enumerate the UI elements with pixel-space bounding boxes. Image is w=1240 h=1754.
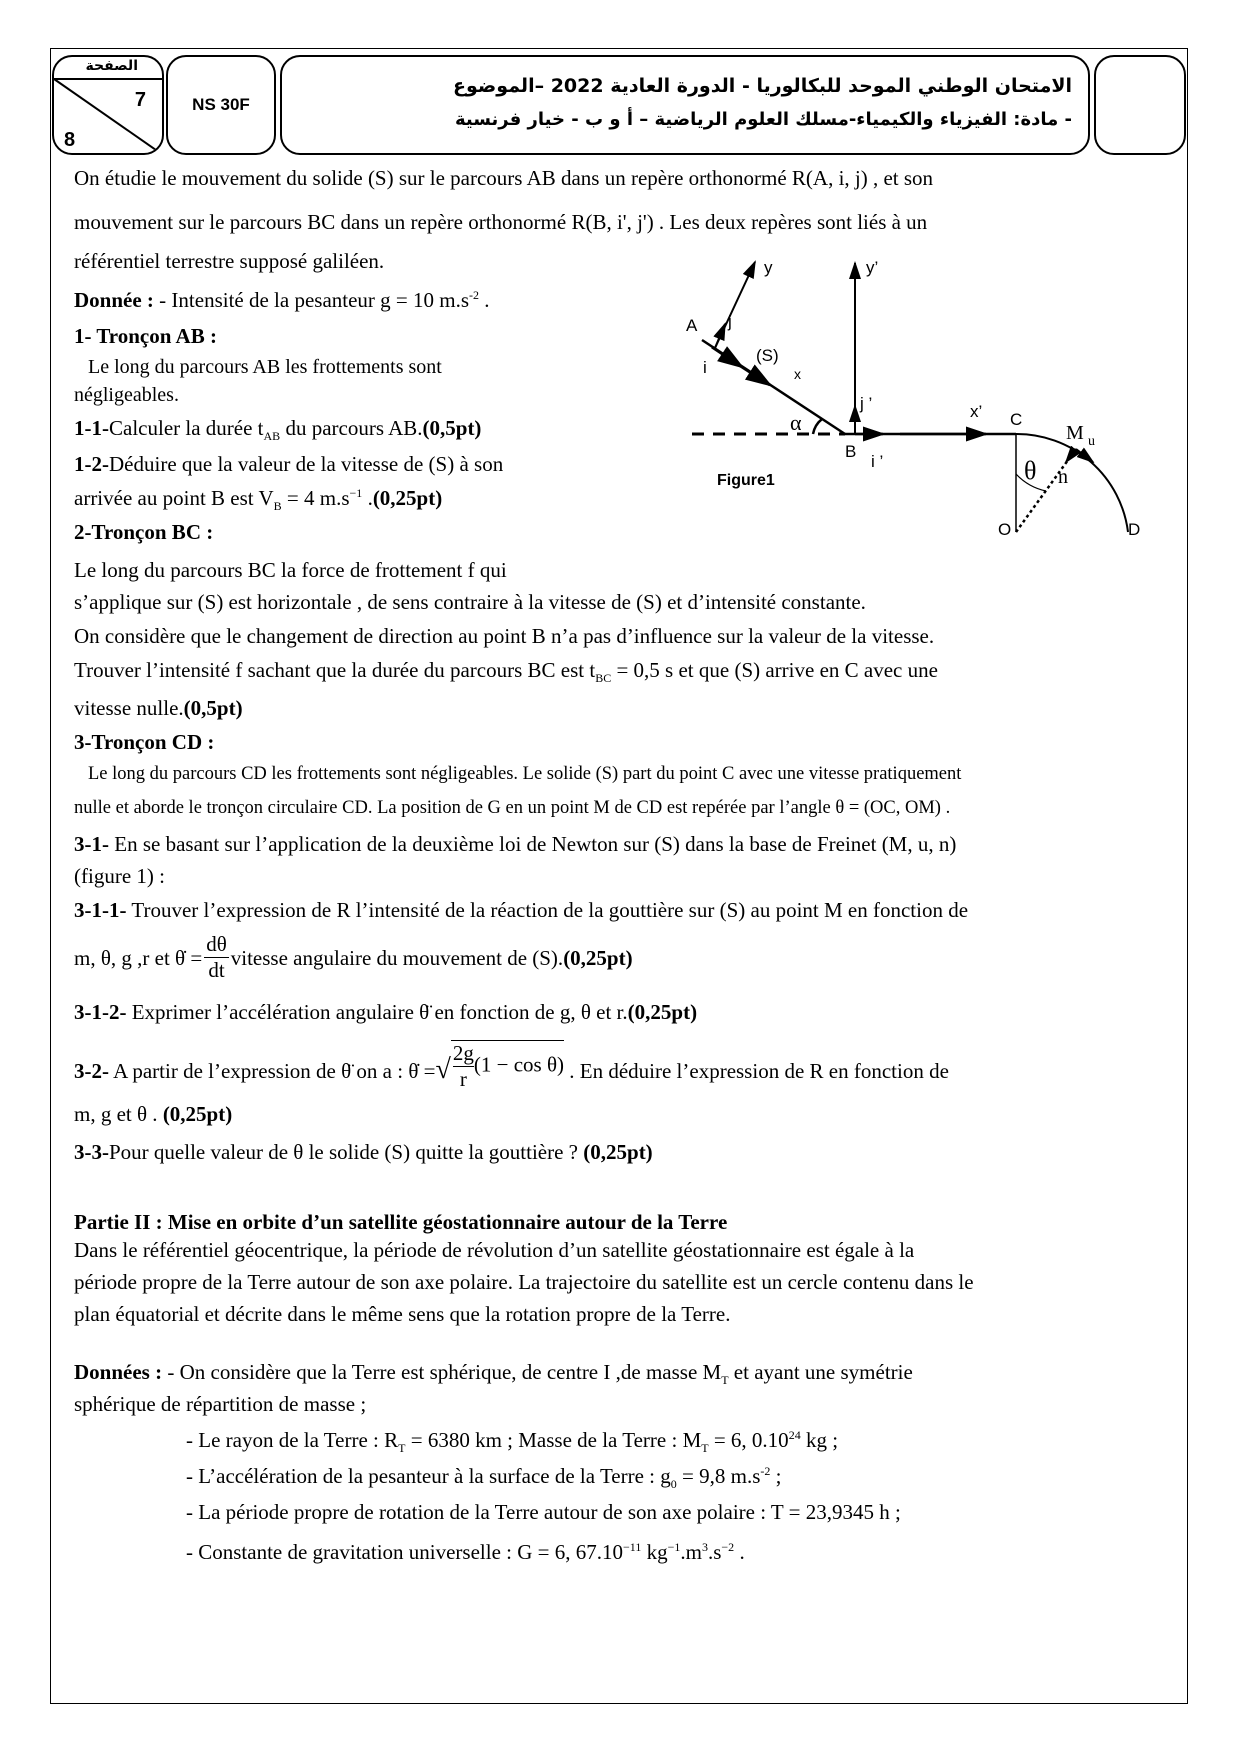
u-vector <box>1076 449 1093 462</box>
q32-frac-num: 2g <box>452 1041 474 1065</box>
q12-end: . <box>362 486 373 510</box>
d4a: - Constante de gravitation universelle : G = 6, 67.10 <box>186 1540 624 1564</box>
section3-line-1: Le long du parcours CD les frottements sont négligeables. Le solide (S) part du point C avec une vitesse pratiquement <box>88 764 962 784</box>
section3-title: 3-Tronçon CD : <box>74 730 215 754</box>
section2-line5-text: vitesse nulle. <box>74 696 184 720</box>
d2-sub: 0 <box>670 1477 677 1492</box>
q11-line <box>74 416 481 444</box>
page-number-box <box>52 55 164 155</box>
i-vector <box>712 347 742 367</box>
page-total: 8 <box>64 129 76 151</box>
q311-tail: vitesse angulaire du mouvement de (S). <box>230 946 564 970</box>
q11-sub: AB <box>263 429 281 444</box>
q11-text: Calculer la durée t <box>109 416 264 440</box>
data-radius-mass <box>186 1428 838 1456</box>
d4-exp3: 3 <box>701 1540 708 1554</box>
donnees-line-2: sphérique de répartition de masse ; <box>74 1392 367 1416</box>
label-xprime: x’ <box>970 402 983 421</box>
sqrt-sign: √ <box>435 1054 451 1085</box>
q311-line-1 <box>74 898 968 923</box>
q31-line-2: (figure 1) : <box>74 864 165 888</box>
figure-caption: Figure1 <box>717 472 775 489</box>
j-vector <box>715 324 725 348</box>
part2-para-3: plan équatorial et décrite dans le même sens que la rotation propre de la Terre. <box>74 1302 731 1326</box>
section2-line4-text: Trouver l’intensité f sachant que la durée du parcours BC est t <box>74 658 596 682</box>
d4-exp4: −2 <box>721 1540 735 1554</box>
d4d: .s <box>707 1540 722 1564</box>
d1b: = 6380 km ; Masse de la Terre : M <box>405 1428 702 1452</box>
q11-end: du parcours AB. <box>280 416 423 440</box>
donnee-line <box>74 288 490 313</box>
empty-box <box>1094 55 1186 155</box>
q32-line-2 <box>74 1102 232 1127</box>
label-B: B <box>845 442 857 461</box>
intro-line-1: On étudie le mouvement du solide (S) sur le parcours AB dans un repère orthonormé R(A, i, j) , et son <box>74 166 934 190</box>
exam-title-box <box>280 55 1090 155</box>
q311-points: (0,25pt) <box>563 946 633 970</box>
d1a: - Le rayon de la Terre : R <box>186 1428 399 1452</box>
q32-end: . En déduire l’expression de R en fonction de <box>564 1059 949 1083</box>
n-vector <box>1066 449 1076 462</box>
q312-text: Exprimer l’accélération angulaire θ̈ en fonction de g, θ et r. <box>126 1000 628 1024</box>
donnees-label: Données : <box>74 1360 163 1384</box>
q33-points: (0,25pt) <box>583 1140 653 1164</box>
d4b: kg <box>641 1540 668 1564</box>
q12-line-1 <box>74 452 503 477</box>
section3-line-2: nulle et aborde le tronçon circulaire CD. La position de G en un point M de CD est repérée par l’angle θ = (OC, OM) . <box>74 798 951 818</box>
section2-line-4 <box>74 658 938 686</box>
fraction-numerator: dθ <box>206 932 227 956</box>
section2-title: 2-Tronçon BC : <box>74 520 214 544</box>
page-label: الصفحة <box>85 58 138 74</box>
part2-title: Partie II : Mise en orbite d’un satellite géostationnaire autour de la Terre <box>74 1210 728 1234</box>
q12-line-2 <box>74 486 442 514</box>
q12-text: Déduire que la valeur de la vitesse de (S) à son <box>109 452 504 476</box>
d2a: - L’accélération de la pesanteur à la surface de la Terre : g <box>186 1464 671 1488</box>
q32-paren: (1 − cos θ) <box>473 1052 564 1077</box>
data-gravitation-constant <box>186 1540 745 1565</box>
label-A: A <box>686 316 698 335</box>
donnee-text: - Intensité de la pesanteur g = 10 m.s <box>153 288 470 312</box>
q311-text: Trouver l’expression de R l’intensité de la réaction de la gouttière sur (S) au point M en fonction de <box>126 898 969 922</box>
section2-line-3: On considère que le changement de direction au point B n’a pas d’influence sur la valeur de la vitesse. <box>74 624 935 648</box>
page-number: 7 <box>134 89 146 111</box>
section1-title: 1- Tronçon AB : <box>74 324 217 348</box>
label-iprime: i ’ <box>871 452 884 471</box>
donnees-text: - On considère que la Terre est sphérique, de centre I ,de masse M <box>162 1360 722 1384</box>
label-alpha: α <box>790 410 802 435</box>
q32-text: A partir de l’expression de θ̈ on a : θ̇ = <box>109 1059 436 1083</box>
q312-line <box>74 1000 697 1025</box>
donnee-exp: -2 <box>469 288 480 302</box>
q32-num: 3-2- <box>74 1059 109 1083</box>
d2b: = 9,8 m.s <box>676 1464 761 1488</box>
label-j: j <box>728 312 732 331</box>
section2-points: (0,5pt) <box>183 696 243 720</box>
q12-points: (0,25pt) <box>372 486 443 510</box>
donnees-end: et ayant une symétrie <box>728 1360 913 1384</box>
fraction-denominator: dt <box>208 958 225 982</box>
label-x: x <box>794 366 801 382</box>
section2-line-5 <box>74 696 243 721</box>
2g-over-r <box>453 1041 474 1092</box>
q32-frac-den: r <box>459 1067 467 1091</box>
alpha-arc <box>813 419 822 434</box>
part2-para-1: Dans le référentiel géocentrique, la période de révolution d’un satellite géostationnaire est égale à la <box>74 1238 915 1262</box>
section2-line-2: s’applique sur (S) est horizontale , de sens contraire à la vitesse de (S) et d’intensité constante. <box>74 590 866 614</box>
section2-line4-end: = 0,5 s et que (S) arrive en C avec une <box>611 658 938 682</box>
section1-line-2: négligeables. <box>74 384 179 406</box>
figure1-diagram <box>660 250 1160 550</box>
q312-num: 3-1-2- <box>74 1000 127 1024</box>
label-C: C <box>1010 410 1023 429</box>
q31-line-1 <box>74 832 956 857</box>
exam-title-line1: الامتحان الوطني الموحد للبكالوريا - الدورة العادية 2022 –الموضوع <box>453 75 1072 97</box>
q311-line-2 <box>74 932 633 984</box>
label-i: i <box>703 358 707 377</box>
intro-line-2: mouvement sur le parcours BC dans un repère orthonormé R(B, i', j') . Les deux repères sont liés à un <box>74 210 928 234</box>
d2-exp: -2 <box>760 1464 771 1478</box>
d4c: .m <box>680 1540 702 1564</box>
d2c: ; <box>770 1464 782 1488</box>
label-u: u <box>1088 434 1095 449</box>
label-M: M <box>1066 422 1084 444</box>
q12-exp: −1 <box>349 486 363 500</box>
donnee-label: Donnée : <box>74 288 154 312</box>
part2-para-2: période propre de la Terre autour de son axe polaire. La trajectoire du satellite est un cercle contenu dans le <box>74 1270 974 1294</box>
d1c: = 6, 0.10 <box>708 1428 789 1452</box>
q11-num: 1-1- <box>74 416 109 440</box>
dtheta-fraction <box>204 932 229 983</box>
q31-text: En se basant sur l’application de la deuxième loi de Newton sur (S) dans la base de Freinet (M, u, n) <box>109 832 957 856</box>
q12-value: = 4 m.s <box>281 486 350 510</box>
label-S: (S) <box>756 346 779 365</box>
d1d: kg ; <box>800 1428 839 1452</box>
data-period: - La période propre de rotation de la Terre autour de son axe polaire : T = 23,9345 h ; <box>186 1500 901 1524</box>
q33-line <box>74 1140 653 1165</box>
exam-code-box <box>166 55 276 155</box>
tbc-sub: BC <box>595 671 612 686</box>
q32-points: (0,25pt) <box>162 1102 233 1126</box>
label-O: O <box>998 520 1012 539</box>
q11-points: (0,5pt) <box>422 416 482 440</box>
label-yprime: y’ <box>866 258 879 277</box>
label-y: y <box>764 258 773 277</box>
x-axis-arrow <box>742 367 770 385</box>
exam-code: NS 30F <box>192 95 250 114</box>
label-theta: θ <box>1024 456 1037 485</box>
q311-vars: m, θ, g ,r et θ̇ = <box>74 946 203 970</box>
section1-line-1: Le long du parcours AB les frottements sont <box>88 356 442 378</box>
label-jprime: j ’ <box>860 394 873 413</box>
donnees-line-1 <box>74 1360 913 1388</box>
q12-line2-text: arrivée au point B est V <box>74 486 274 510</box>
q31-num: 3-1- <box>74 832 109 856</box>
q12-sub: B <box>273 499 282 514</box>
d4-exp2: −1 <box>667 1540 681 1554</box>
q32-line2-text: m, g et θ . <box>74 1102 163 1126</box>
q33-text: Pour quelle valeur de θ le solide (S) quitte la gouttière ? <box>109 1140 584 1164</box>
d1-sub: T <box>398 1441 406 1456</box>
intro-line-3: référentiel terrestre supposé galiléen. <box>74 249 385 273</box>
data-gravity <box>186 1464 781 1492</box>
q312-points: (0,25pt) <box>627 1000 698 1024</box>
sqrt-content <box>451 1040 564 1092</box>
donnee-end: . <box>479 288 490 312</box>
q33-num: 3-3- <box>74 1140 109 1164</box>
label-n: n <box>1058 466 1068 488</box>
q12-num: 1-2- <box>74 452 109 476</box>
d4-exp: −11 <box>623 1540 642 1554</box>
d1-exp: 24 <box>788 1428 801 1442</box>
section2-line-1: Le long du parcours BC la force de frottement f qui <box>74 558 507 582</box>
d1-sub2: T <box>701 1441 709 1456</box>
q311-num: 3-1-1- <box>74 898 127 922</box>
d4e: . <box>734 1540 745 1564</box>
exam-title-line2: - مادة: الفيزياء والكيمياء-مسلك العلوم الرياضية – أ و ب - خيار فرنسية <box>454 109 1072 130</box>
q32-line-1 <box>74 1040 949 1096</box>
label-D: D <box>1128 520 1141 539</box>
donnees-sub: T <box>721 1373 729 1388</box>
